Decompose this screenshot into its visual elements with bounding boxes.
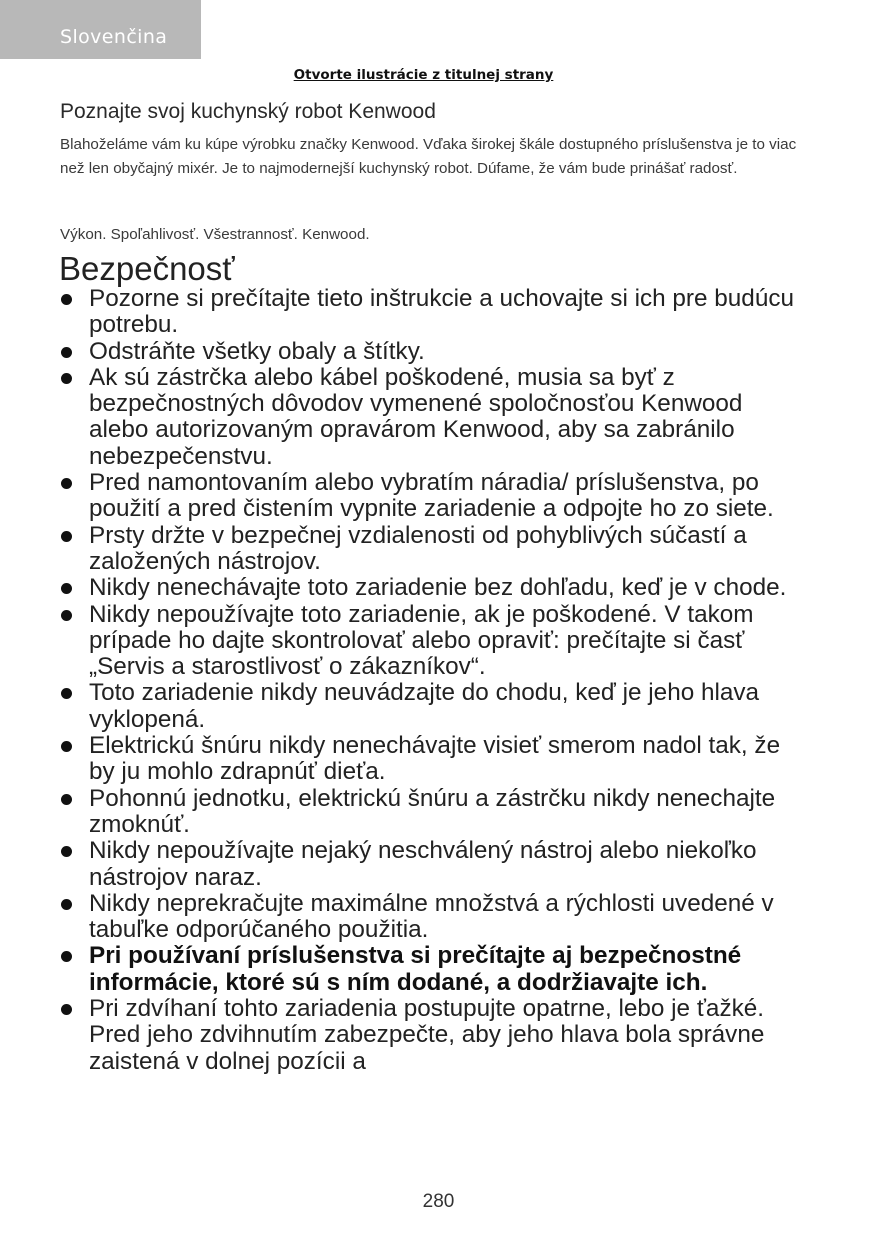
safety-item-text: Pri používaní príslušenstva si prečítajte aj bezpečnostné informácie, ktoré sú s ním dodané, a dodržiavajte ich. [89,942,742,996]
bullet-icon [61,794,72,805]
bullet-icon [61,610,72,621]
safety-item [0,286,801,339]
page-number: 280 [422,1191,455,1212]
bullet-icon [61,846,72,857]
intro-paragraph: Blahoželáme vám ku kúpe výrobku značky Kenwood. Vďaka širokej škále dostupného príslušenstva je to viac než len obyčajný mixér. Je to najmodernejší kuchynský robot. Dúfame, že vám bude prinášať radosť. [60,136,797,177]
bullet-icon [61,373,72,384]
safety-item-text: Pozorne si prečítajte tieto inštrukcie a uchovajte si ich pre budúcu potrebu. [89,285,794,339]
safety-item-text: Odstráňte všetky obaly a štítky. [89,337,425,365]
safety-item-text: Elektrickú šnúru nikdy nenechávajte visieť smerom nadol tak, že by ju mohlo zdrapnúť dieťa. [89,732,781,786]
bullet-icon [61,294,72,305]
safety-item-emphasized [0,943,801,996]
bullet-icon [61,741,72,752]
safety-item-text: Prsty držte v bezpečnej vzdialenosti od pohyblivých súčastí a založených nástrojov. [89,521,747,575]
safety-item [0,523,801,576]
safety-item-text: Pri zdvíhaní tohto zariadenia postupujte opatrne, lebo je ťažké. Pred jeho zdvihnutím zabezpečte, aby jeho hlava bola správne zaistená v dolnej pozícii a [89,995,765,1075]
safety-item [0,891,801,944]
safety-item [0,786,801,839]
bullet-icon [61,1004,72,1015]
safety-item [0,365,801,470]
safety-item-text: Nikdy neprekračujte maximálne množstvá a rýchlosti uvedené v tabuľke odporúčaného použitia. [89,889,774,944]
bullet-icon [61,688,72,699]
bullet-icon [61,531,72,542]
safety-item-text: Pred namontovaním alebo vybratím náradia/ príslušenstva, po použití a pred čistením vypnite zariadenie a odpojte ho zo siete. [89,469,774,523]
safety-item [0,838,801,891]
safety-item [0,339,801,365]
bullet-icon [61,583,72,594]
safety-item-text: Nikdy nenechávajte toto zariadenie bez dohľadu, keď je v chode. [89,574,787,602]
bullet-icon [61,951,72,962]
safety-item-text: Toto zariadenie nikdy neuvádzajte do chodu, keď je jeho hlava vyklopená. [89,679,760,733]
bullet-icon [61,899,72,910]
safety-item-text: Nikdy nepoužívajte toto zariadenie, ak je poškodené. V takom prípade ho dajte skontrolovať alebo opraviť: prečítajte si časť „Servis a starostlivosť o zákazníkov“. [89,600,754,681]
safety-heading: Bezpečnosť [59,250,235,287]
safety-item [0,733,801,786]
safety-list [0,286,877,1075]
safety-item-text: Ak sú zástrčka alebo kábel poškodené, musia sa byť z bezpečnostných dôvodov vymenené spoločnosťou Kenwood alebo autorizovaným opravárom Kenwood, aby sa zabránilo nebezpečenstvu. [89,363,743,470]
safety-item-text: Pohonnú jednotku, elektrickú šnúru a zástrčku nikdy nenechajte zmoknúť. [89,784,776,838]
intro-title: Poznajte svoj kuchynský robot Kenwood [60,100,436,123]
safety-item [0,575,801,601]
bullet-icon [61,347,72,358]
safety-item [0,470,801,523]
safety-item-text: Nikdy nepoužívajte nejaký neschválený nástroj alebo niekoľko nástrojov naraz. [89,837,757,891]
safety-item [0,996,801,1075]
tagline: Výkon. Spoľahlivosť. Všestrannosť. Kenwood. [60,226,370,243]
safety-item [0,602,801,681]
language-tab: Slovenčina [0,0,201,59]
open-illustrations-link[interactable]: Otvorte ilustrácie z titulnej strany [293,67,554,83]
bullet-icon [61,478,72,489]
safety-item [0,680,801,733]
